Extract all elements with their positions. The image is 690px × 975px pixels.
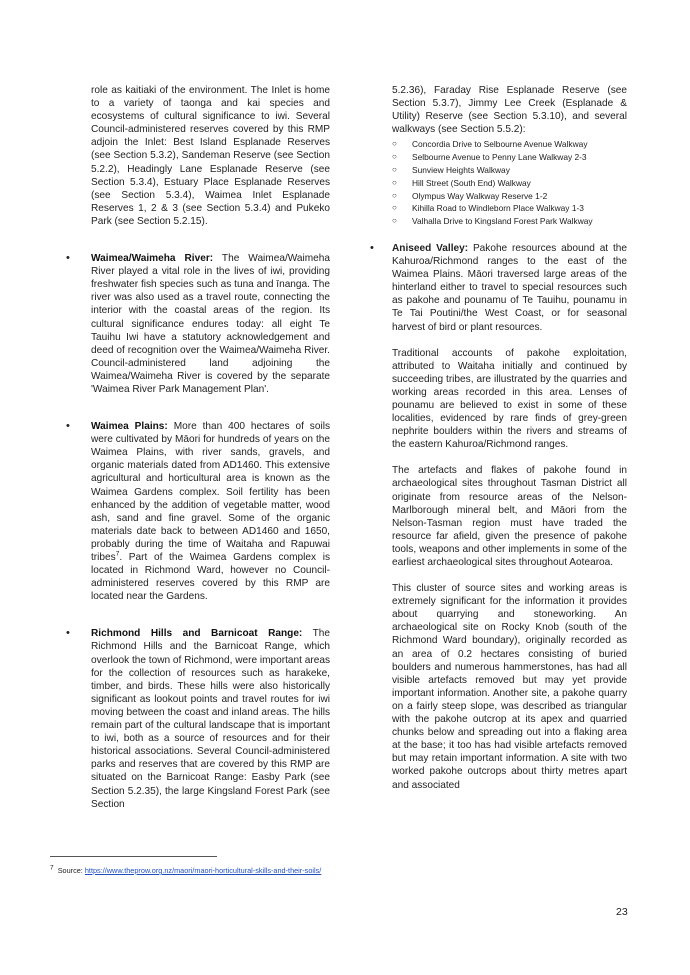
- circle-bullet-icon: ○: [392, 177, 397, 187]
- bullet-icon: •: [66, 627, 70, 640]
- circle-bullet-icon: ○: [392, 164, 397, 174]
- list-item: ○ Olympus Way Walkway Reserve 1-2: [392, 190, 548, 201]
- footnote-divider: [50, 856, 217, 857]
- source-sites-paragraph: This cluster of source sites and working areas is extremely significant for the information it provides about quarrying and stoneworking. An archaeological site on Rocky Knob (south of the Richmond Ward boundary), originally recorded as an area of 0.2 hectares consisting of buried boulders and numerous hammerstones, has had all visible artefacts removed but may yet provide important information. Another site, a pakohe quarry on a fairly steep slope, was described as triangular with the pakohe outcrop at its apex and quarried chunks below and spreading out into a flaking area at the base; it too has had visible artefacts removed but may retain important information. A site with two worked pakohe outcrops about thirty metres apart and associated: [392, 583, 627, 791]
- bullet-text-continued: . Part of the Waimea Gardens complex is located in Richmond Ward, however no Council-administered reserves covered by this RMP are located near the Gardens.: [91, 552, 330, 603]
- inlet-continuation-paragraph: role as kaitiaki of the environment. The Inlet is home to a variety of taonga and kai species and ecosystems of cultural significance to iwi. Several Council-administered reserves covered by this RMP adjoin the Inlet: Best Island Esplanade Reserves (see Section 5.3.2), Sandeman Reserve (see Section 5.2.2), Headingly Lane Esplanade Reserve (see Section 5.3.4), Estuary Place Esplanade Reserves (see Section 5.3.4), Waimea Inlet Esplanade Reserves 1, 2 & 3 (see Section 5.3.4) and Pukeko Park (see Section 5.2.15).: [91, 85, 330, 227]
- walkway-list: [373, 138, 627, 228]
- right-column: [370, 84, 627, 805]
- list-item: ○ Selbourne Avenue to Penny Lane Walkway 2-3: [392, 152, 587, 163]
- list-item: ○ Sunview Heights Walkway: [392, 164, 510, 175]
- bullet-waimea-plains: [64, 420, 330, 603]
- circle-bullet-icon: ○: [392, 216, 397, 226]
- bullet-text: The Richmond Hills and the Barnicoat Range, which overlook the town of Richmond, were important areas for the collection of resources such as harakeke, timber, and birds. These hills were also historically significant as lookout points and travel routes for iwi moving between the coast and inland areas. The hills remain part of the cultural landscape that is important to iwi, both as a source of resources and for their historical associations. Several Council-administered parks and reserves that are covered by this RMP are situated on the Barnicoat Range: Easby Park (see Section 5.2.35), the large Kingsland Forest Park (see Section: [91, 628, 331, 810]
- pakohe-artefacts-paragraph: The artefacts and flakes of pakohe found in archaeological sites throughout Tasman District all originate from resource areas of the Nelson-Marlborough mineral belt, and Māori from the Nelson-Tasman region must have traded the resource far afield, given the presence of pakohe tools, weapons and other implements in some of the earliest archaeological sites throughout Aotearoa.: [392, 465, 627, 569]
- bullet-icon: •: [370, 241, 374, 254]
- bullet-term: Richmond Hills and Barnicoat Range:: [91, 628, 303, 640]
- bullet-aniseed-valley: [370, 241, 627, 334]
- sections-continuation-paragraph: 5.2.36), Faraday Rise Esplanade Reserve (see Section 5.3.7), Jimmy Lee Creek (Esplanade & Utility) Reserve (see Section 5.3.10), and several walkways (see Section 5.5.2):: [392, 85, 627, 136]
- circle-bullet-icon: ○: [392, 152, 397, 162]
- left-column: [64, 84, 330, 835]
- page-number: 23: [616, 906, 628, 918]
- bullet-term: Waimea Plains:: [91, 421, 168, 433]
- bullet-icon: •: [66, 252, 70, 265]
- bullet-icon: •: [66, 420, 70, 433]
- list-item: ○ Concordia Drive to Selbourne Avenue Walkway: [392, 139, 588, 150]
- footnote-reference[interactable]: 7: [115, 550, 120, 558]
- circle-bullet-icon: ○: [392, 190, 397, 200]
- pakohe-exploitation-paragraph: Traditional accounts of pakohe exploitation, attributed to Waitaha initially and continued by succeeding tribes, are illustrated by the quarries and working areas recorded in this area. Lenses of pounamu are believed to exist in some of these localities, evidenced by rare finds of grey-green nephrite boulders within the rivers and streams of the eastern Kahuroa/Richmond ranges.: [392, 347, 627, 451]
- footnote: [50, 866, 340, 877]
- bullet-text: The Waimea/Waimeha River played a vital role in the lives of iwi, providing freshwater fish species such as tuna and īnanga. The river was also used as a travel route, connecting the interior with the coastal areas of the region. Its cultural significance endures today: all eight Te Tauihu Iwi have a statutory acknowledgement and deed of recognition over the Waimea/Waimeha River. Council-administered land adjoining the Waimea/Waimeha River is covered by the separate 'Waimea River Park Management Plan'.: [91, 253, 331, 395]
- bullet-text: More than 400 hectares of soils were cultivated by Māori for hundreds of years on the Waimea Plains, with river sands, gravels, and organic materials dated from AD1460. This extensive agricultural and horticultural area is known as the Waimea Gardens complex. Soil fertility has been enhanced by the addition of vegetable matter, wood ash, sand and fine gravel. Some of the organic materials date back to between AD1460 and 1650, probably during the time of Waitaha and Rapuwai tribes: [91, 421, 330, 563]
- circle-bullet-icon: ○: [392, 203, 397, 213]
- list-item: ○ Hill Street (South End) Walkway: [392, 177, 531, 188]
- footnote-label: Source:: [57, 866, 83, 875]
- list-item: ○ Valhalla Drive to Kingsland Forest Park Walkway: [392, 216, 593, 227]
- footnote-marker: 7: [50, 864, 54, 872]
- bullet-waimea-river: [64, 252, 330, 396]
- bullet-term: Waimea/Waimeha River:: [91, 253, 214, 265]
- bullet-text: Pakohe resources abound at the Kahuroa/Richmond ranges to the east of the Waimea Plains. Māori traversed large areas of the hinterland either to travel to special resources such as pakohe and pounamu of Te Tauihu, pounamu in Te Tai Poutini/the West Coast, or for seasonal harvest of bird or plant resources.: [392, 242, 627, 333]
- footnote-link[interactable]: https://www.theprow.org.nz/maori/maori-horticultural-skills-and-their-soils/: [84, 866, 322, 875]
- list-item: ○ Kihilla Road to Windleborn Place Walkway 1-3: [392, 203, 584, 214]
- circle-bullet-icon: ○: [392, 139, 397, 149]
- bullet-term: Aniseed Valley:: [392, 242, 469, 254]
- bullet-richmond-hills: [64, 627, 330, 810]
